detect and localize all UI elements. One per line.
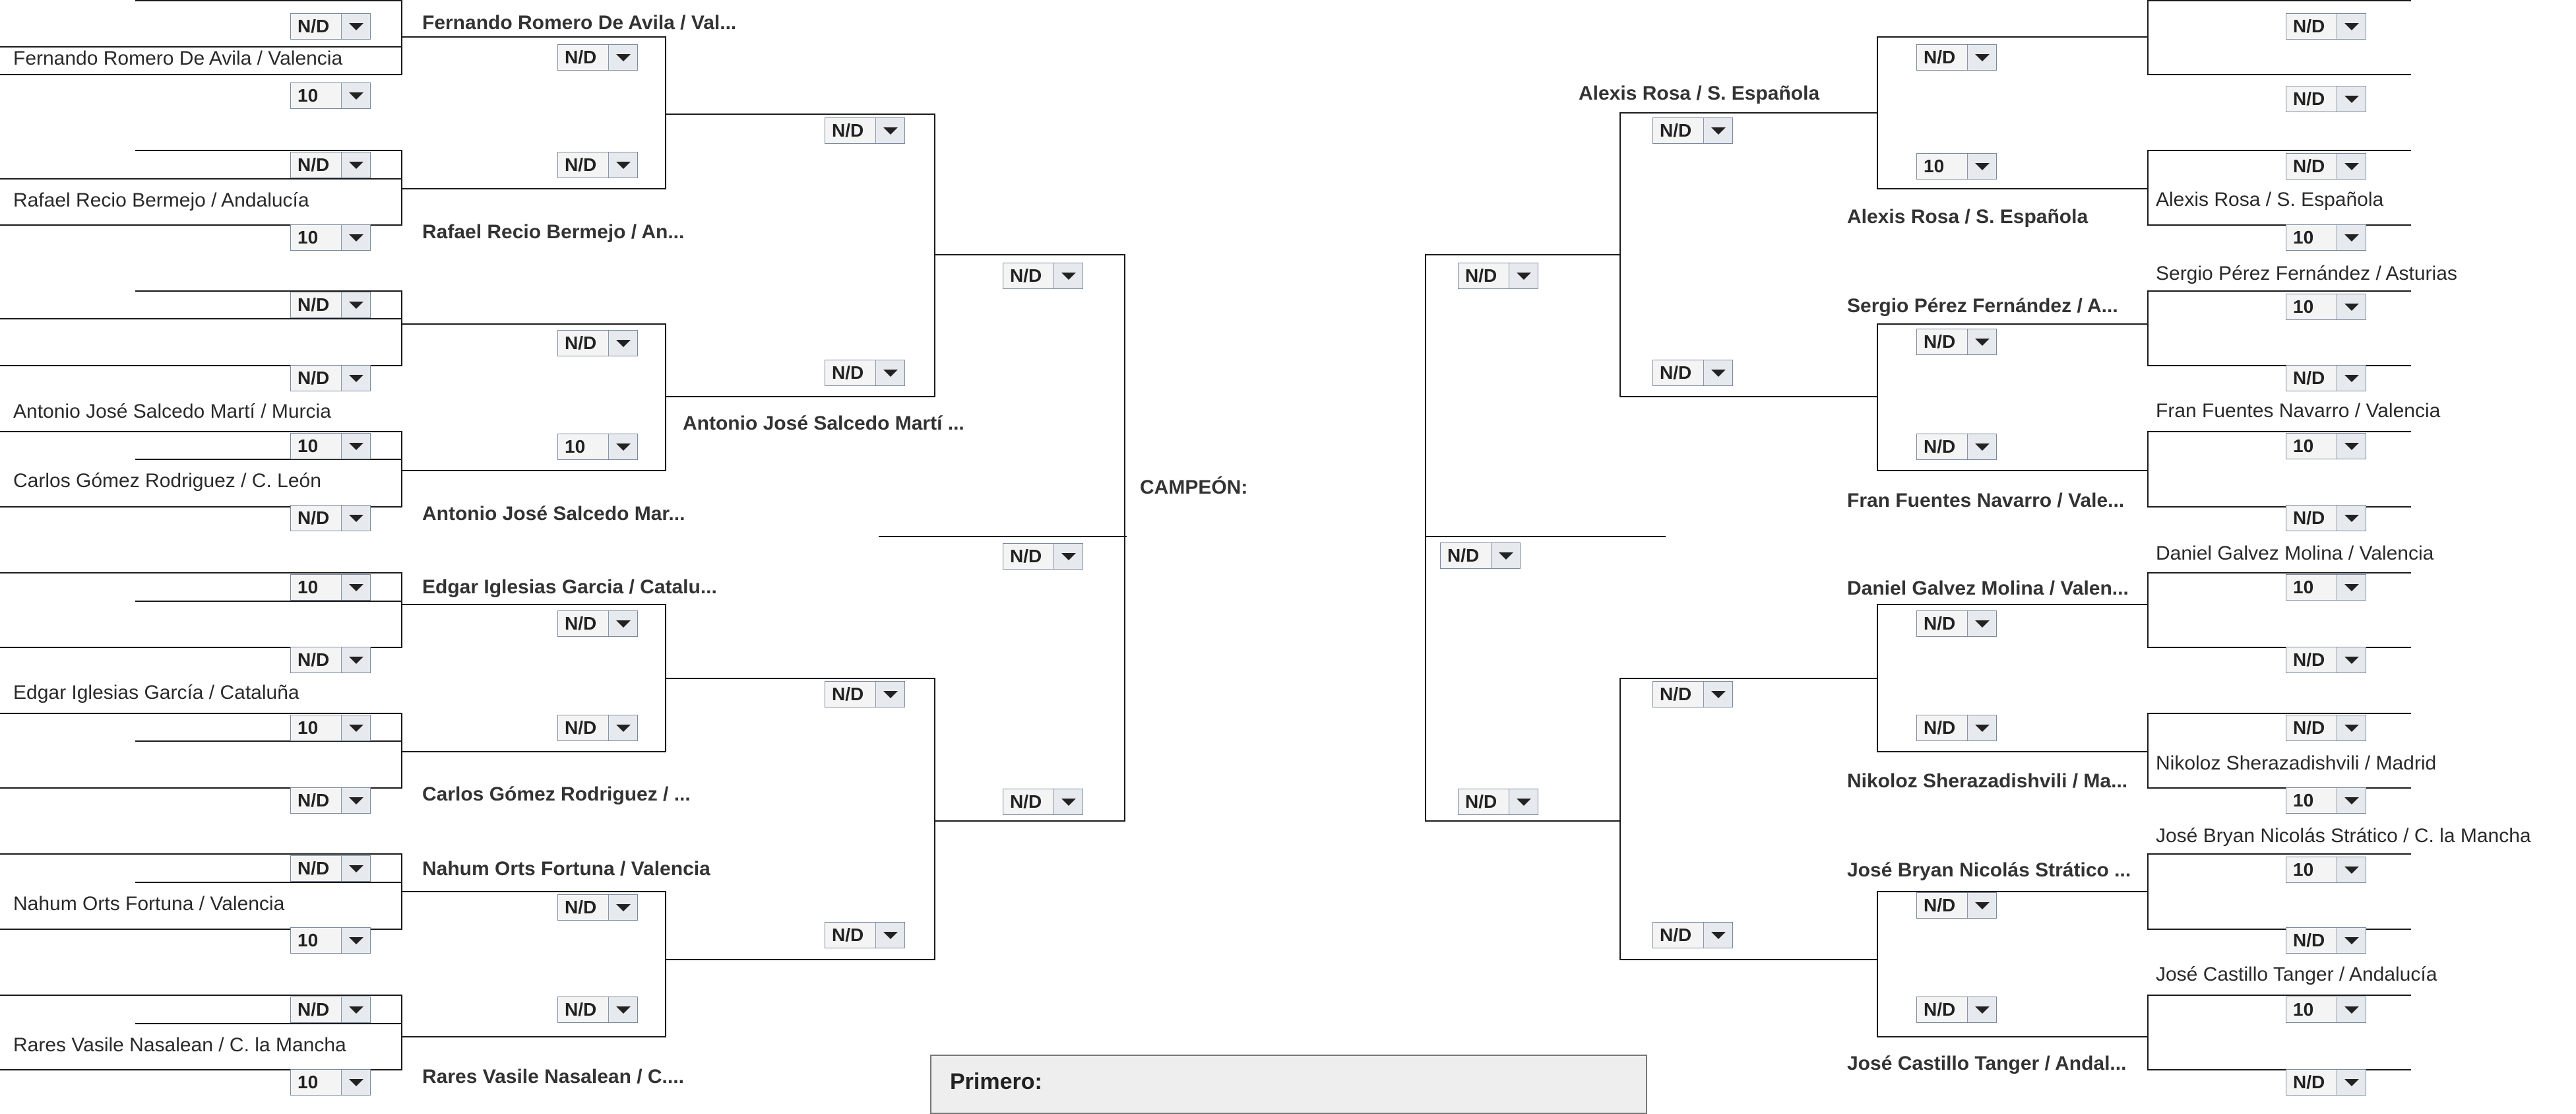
score-select[interactable]: [1916, 892, 1997, 919]
score-value: N/D: [2293, 156, 2325, 176]
bracket-line: [665, 891, 666, 1037]
winner-name: Antonio José Salcedo Martí ...: [683, 412, 964, 434]
score-select[interactable]: [2286, 997, 2366, 1023]
score-value: 10: [2293, 577, 2314, 597]
bracket-line: [2147, 787, 2411, 789]
bracket-line: [665, 959, 935, 960]
score-select[interactable]: [557, 894, 638, 921]
score-select[interactable]: [557, 715, 638, 741]
score-value: N/D: [1465, 791, 1497, 812]
bracket-line: [1877, 1036, 2149, 1037]
bracket-line: [2147, 572, 2149, 648]
score-select[interactable]: [2286, 224, 2366, 251]
bracket-line: [665, 114, 935, 115]
player-name: Rares Vasile Nasalean / C. la Mancha: [13, 1034, 346, 1056]
dropdown-arrow-icon: [341, 928, 370, 953]
score-select[interactable]: [825, 681, 905, 707]
dropdown-arrow-icon: [608, 997, 637, 1022]
dropdown-arrow-icon: [1703, 923, 1732, 948]
score-value: 10: [2293, 227, 2314, 247]
player-name: Carlos Gómez Rodriguez / C. León: [13, 470, 321, 492]
score-value: N/D: [1924, 895, 1956, 915]
score-value: N/D: [832, 684, 864, 704]
dropdown-arrow-icon: [341, 366, 370, 391]
score-value: 10: [2293, 999, 2314, 1020]
bracket-line: [402, 1036, 666, 1037]
score-value: N/D: [298, 16, 330, 36]
results-panel: [930, 1055, 1647, 1114]
dropdown-arrow-icon: [341, 152, 370, 178]
score-value: N/D: [1924, 436, 1956, 457]
score-select[interactable]: [825, 922, 905, 948]
bracket-line: [665, 323, 666, 471]
score-value: N/D: [1924, 999, 1956, 1020]
dropdown-arrow-icon: [2337, 715, 2366, 740]
dropdown-arrow-icon: [341, 997, 370, 1022]
dropdown-arrow-icon: [608, 715, 637, 740]
score-select[interactable]: [2286, 13, 2366, 40]
bracket-line: [1877, 751, 2149, 752]
score-select[interactable]: [290, 574, 371, 601]
score-value: N/D: [832, 120, 864, 141]
score-select[interactable]: [1458, 789, 1538, 815]
score-select[interactable]: [557, 997, 638, 1023]
dropdown-arrow-icon: [341, 788, 370, 813]
player-name: Rafael Recio Bermejo / Andalucía: [13, 189, 309, 211]
bracket-line: [2147, 74, 2411, 75]
winner-name: Edgar Iglesias Garcia / Catalu...: [422, 576, 717, 598]
dropdown-arrow-icon: [2337, 434, 2366, 459]
bracket-line: [2147, 150, 2411, 151]
dropdown-arrow-icon: [608, 611, 637, 636]
bracket-line: [402, 891, 666, 892]
score-select[interactable]: [2286, 857, 2366, 883]
dropdown-arrow-icon: [2337, 14, 2366, 39]
dropdown-arrow-icon: [2337, 225, 2366, 250]
player-name: Antonio José Salcedo Martí / Murcia: [13, 401, 331, 422]
score-select[interactable]: [1003, 263, 1083, 289]
score-select[interactable]: [2286, 927, 2366, 954]
score-select[interactable]: [290, 1069, 371, 1096]
score-value: N/D: [565, 154, 597, 175]
winner-name: Nahum Orts Fortuna / Valencia: [422, 858, 710, 880]
bracket-line: [879, 536, 1127, 537]
dropdown-arrow-icon: [341, 715, 370, 740]
dropdown-arrow-icon: [341, 434, 370, 459]
score-select[interactable]: [290, 292, 371, 318]
dropdown-arrow-icon: [1703, 360, 1732, 385]
score-select[interactable]: [1458, 263, 1538, 289]
score-select[interactable]: [2286, 153, 2366, 180]
score-select[interactable]: [1652, 117, 1733, 144]
dropdown-arrow-icon: [1967, 154, 1996, 179]
bracket-line: [665, 36, 666, 189]
dropdown-arrow-icon: [1053, 789, 1083, 814]
score-value: N/D: [298, 790, 330, 810]
score-select[interactable]: [1916, 44, 1997, 71]
score-value: N/D: [565, 897, 597, 917]
dropdown-arrow-icon: [2337, 154, 2366, 179]
bracket-line: [401, 431, 402, 507]
score-select[interactable]: [1652, 360, 1733, 386]
dropdown-arrow-icon: [1967, 715, 1996, 740]
player-name: Alexis Rosa / S. Española: [2156, 189, 2384, 211]
score-select[interactable]: [290, 855, 371, 882]
score-select[interactable]: [2286, 574, 2366, 601]
winner-name: Fran Fuentes Navarro / Vale...: [1847, 490, 2125, 511]
score-select[interactable]: [825, 117, 905, 144]
score-value: 10: [298, 930, 319, 950]
score-select[interactable]: [290, 997, 371, 1023]
bracket-line: [1619, 396, 1878, 397]
score-value: N/D: [298, 999, 330, 1020]
dropdown-arrow-icon: [1703, 682, 1732, 707]
bracket-line: [2147, 431, 2411, 432]
score-select[interactable]: [290, 433, 371, 459]
score-select[interactable]: [557, 610, 638, 637]
winner-name: Daniel Galvez Molina / Valen...: [1847, 577, 2129, 599]
champion-label: CAMPEÓN:: [1140, 476, 1248, 498]
winner-name: Rares Vasile Nasalean / C....: [422, 1066, 684, 1088]
dropdown-arrow-icon: [608, 45, 637, 70]
score-value: 10: [2293, 859, 2314, 880]
score-select[interactable]: [290, 787, 371, 814]
score-value: 10: [2293, 436, 2314, 456]
bracket-line: [0, 713, 402, 714]
winner-name: Alexis Rosa / S. Española: [1579, 82, 1820, 104]
winner-name: Carlos Gómez Rodriguez / ...: [422, 783, 691, 805]
score-value: 10: [2293, 790, 2314, 810]
dropdown-arrow-icon: [341, 1070, 370, 1095]
score-value: N/D: [2293, 930, 2325, 950]
score-value: N/D: [565, 999, 597, 1020]
score-select[interactable]: [1916, 715, 1997, 741]
dropdown-arrow-icon: [2337, 997, 2366, 1022]
winner-name: Alexis Rosa / S. Española: [1847, 206, 2089, 228]
score-select[interactable]: [2286, 86, 2366, 112]
bracket-line: [402, 323, 666, 325]
dropdown-arrow-icon: [1967, 997, 1996, 1022]
score-value: N/D: [298, 858, 330, 878]
bracket-line: [934, 114, 935, 397]
score-select[interactable]: [290, 505, 371, 531]
bracket-line: [2147, 365, 2411, 366]
bracket-line: [2147, 1069, 2411, 1070]
player-name: Nikoloz Sherazadishvili / Madrid: [2156, 752, 2437, 774]
score-value: N/D: [1010, 265, 1042, 286]
score-value: N/D: [2293, 1072, 2325, 1092]
bracket-line: [402, 604, 666, 605]
dropdown-arrow-icon: [875, 923, 904, 948]
bracket-line: [402, 751, 666, 752]
score-value: 10: [565, 436, 586, 457]
bracket-line: [1425, 254, 1621, 255]
score-value: N/D: [2293, 649, 2325, 670]
score-select[interactable]: [290, 365, 371, 391]
bracket-line: [665, 396, 935, 397]
dropdown-arrow-icon: [341, 647, 370, 672]
bracket-line: [1877, 604, 2149, 605]
score-value: N/D: [1924, 613, 1956, 634]
bracket-line: [934, 678, 935, 960]
dropdown-arrow-icon: [608, 434, 637, 459]
score-value: N/D: [565, 613, 597, 634]
bracket-line: [0, 178, 402, 180]
score-value: N/D: [2293, 88, 2325, 109]
dropdown-arrow-icon: [2337, 788, 2366, 813]
player-name: Fernando Romero De Avila / Valencia: [13, 48, 343, 69]
winner-name: Antonio José Salcedo Mar...: [422, 503, 685, 525]
winner-name: Nikoloz Sherazadishvili / Ma...: [1847, 770, 2128, 792]
bracket-line: [2147, 929, 2411, 930]
dropdown-arrow-icon: [875, 118, 904, 143]
score-value: N/D: [565, 717, 597, 738]
dropdown-arrow-icon: [2337, 506, 2366, 531]
dropdown-arrow-icon: [608, 331, 637, 356]
score-value: N/D: [1660, 362, 1692, 383]
dropdown-arrow-icon: [2337, 928, 2366, 953]
bracket-line: [2147, 0, 2411, 1]
score-value: N/D: [1660, 925, 1692, 945]
bracket-line: [1877, 891, 1878, 1037]
bracket-line: [934, 254, 1125, 255]
bracket-line: [2147, 853, 2411, 855]
bracket-line: [401, 995, 402, 1070]
bracket-line: [2147, 0, 2149, 75]
score-value: N/D: [298, 508, 330, 528]
score-value: N/D: [2293, 717, 2325, 738]
score-value: N/D: [1660, 120, 1692, 141]
dropdown-arrow-icon: [341, 225, 370, 250]
dropdown-arrow-icon: [341, 14, 370, 39]
score-select[interactable]: [290, 927, 371, 954]
dropdown-arrow-icon: [2337, 1070, 2366, 1095]
score-select[interactable]: [2286, 647, 2366, 673]
score-value: N/D: [1447, 545, 1480, 566]
dropdown-arrow-icon: [2337, 366, 2366, 391]
winner-name: Rafael Recio Bermejo / An...: [422, 221, 685, 243]
bracket-line: [2147, 995, 2149, 1070]
score-value: N/D: [2293, 368, 2325, 388]
score-value: N/D: [565, 333, 597, 353]
score-select[interactable]: [1440, 542, 1521, 569]
player-name: Daniel Galvez Molina / Valencia: [2156, 542, 2434, 564]
score-value: N/D: [1924, 331, 1956, 352]
score-select[interactable]: [1916, 329, 1997, 355]
score-select[interactable]: [2286, 365, 2366, 391]
bracket-line: [1619, 959, 1878, 960]
score-select[interactable]: [2286, 715, 2366, 741]
dropdown-arrow-icon: [1509, 789, 1538, 814]
score-select[interactable]: [557, 330, 638, 356]
dropdown-arrow-icon: [341, 575, 370, 600]
bracket-line: [1425, 820, 1621, 822]
bracket-line: [2147, 431, 2149, 508]
dropdown-arrow-icon: [1053, 263, 1083, 288]
bracket-line: [1425, 254, 1426, 822]
score-value: N/D: [565, 47, 597, 67]
dropdown-arrow-icon: [1967, 329, 1996, 354]
score-select[interactable]: [1652, 681, 1733, 707]
score-value: N/D: [298, 649, 330, 670]
bracket-line: [1877, 36, 2149, 38]
player-name: Fran Fuentes Navarro / Valencia: [2156, 400, 2441, 422]
bracket-line: [2147, 572, 2411, 573]
score-value: N/D: [298, 294, 330, 315]
dropdown-arrow-icon: [608, 152, 637, 178]
score-select[interactable]: [825, 360, 905, 386]
score-value: N/D: [832, 925, 864, 945]
dropdown-arrow-icon: [2337, 857, 2366, 882]
dropdown-arrow-icon: [1491, 543, 1520, 568]
score-value: N/D: [1660, 684, 1692, 704]
bracket-line: [1425, 536, 1666, 537]
score-select[interactable]: [290, 715, 371, 741]
score-select[interactable]: [1916, 997, 1997, 1023]
score-select[interactable]: [290, 82, 371, 109]
bracket-line: [402, 470, 666, 471]
bracket-line: [2147, 647, 2411, 648]
bracket-line: [0, 853, 402, 855]
bracket-line: [401, 290, 402, 366]
bracket-line: [2147, 506, 2411, 508]
score-select[interactable]: [2286, 505, 2366, 531]
dropdown-arrow-icon: [875, 682, 904, 707]
dropdown-arrow-icon: [1053, 544, 1083, 569]
bracket-line: [665, 678, 935, 679]
bracket-line: [1124, 254, 1125, 822]
score-value: N/D: [1924, 47, 1956, 67]
score-value: 10: [298, 85, 319, 106]
player-name: José Castillo Tanger / Andalucía: [2156, 964, 2437, 985]
score-value: N/D: [1010, 546, 1042, 566]
bracket-line: [135, 601, 402, 602]
bracket-line: [0, 572, 402, 573]
score-select[interactable]: [290, 152, 371, 178]
score-value: N/D: [1924, 717, 1956, 738]
bracket-line: [135, 882, 402, 883]
bracket-line: [0, 318, 402, 319]
bracket-line: [2147, 995, 2411, 996]
score-value: 10: [298, 577, 319, 597]
score-select[interactable]: [1916, 610, 1997, 637]
player-name: José Bryan Nicolás Strático / C. la Mancha: [2156, 825, 2531, 847]
score-value: 10: [2293, 296, 2314, 317]
dropdown-arrow-icon: [1967, 611, 1996, 636]
score-select[interactable]: [2286, 1069, 2366, 1096]
score-value: 10: [298, 1072, 319, 1092]
bracket-line: [0, 74, 402, 75]
bracket-line: [135, 0, 402, 1]
dropdown-arrow-icon: [1967, 45, 1996, 70]
bracket-line: [135, 1023, 402, 1024]
score-value: N/D: [298, 368, 330, 388]
score-value: N/D: [1465, 265, 1497, 286]
score-select[interactable]: [557, 434, 638, 460]
score-value: 10: [298, 227, 319, 247]
dropdown-arrow-icon: [341, 83, 370, 108]
dropdown-arrow-icon: [875, 360, 904, 385]
dropdown-arrow-icon: [1509, 263, 1538, 288]
dropdown-arrow-icon: [2337, 647, 2366, 672]
score-value: N/D: [832, 362, 864, 383]
dropdown-arrow-icon: [2337, 575, 2366, 600]
bracket-line: [1619, 112, 1878, 114]
dropdown-arrow-icon: [341, 292, 370, 317]
player-name: Nahum Orts Fortuna / Valencia: [13, 893, 285, 915]
dropdown-arrow-icon: [608, 895, 637, 920]
score-value: N/D: [1010, 791, 1042, 812]
score-select[interactable]: [290, 224, 371, 251]
bracket-line: [2147, 224, 2411, 226]
score-select[interactable]: [2286, 433, 2366, 459]
score-select[interactable]: [1003, 789, 1083, 815]
bracket-line: [1877, 188, 2149, 189]
bracket-line: [135, 150, 402, 151]
bracket-line: [2147, 290, 2149, 366]
bracket-line: [401, 572, 402, 648]
winner-name: José Bryan Nicolás Strático ...: [1847, 859, 2131, 881]
score-select[interactable]: [290, 647, 371, 673]
player-name: Edgar Iglesias García / Cataluña: [13, 682, 299, 704]
player-name: Sergio Pérez Fernández / Asturias: [2156, 263, 2457, 284]
bracket-line: [2147, 290, 2411, 292]
bracket-line: [402, 36, 666, 38]
bracket-line: [1877, 470, 2149, 471]
dropdown-arrow-icon: [1967, 893, 1996, 918]
score-select[interactable]: [1916, 434, 1997, 460]
bracket-line: [402, 188, 666, 189]
score-value: N/D: [298, 154, 330, 175]
score-select[interactable]: [290, 13, 371, 40]
score-select[interactable]: [1652, 922, 1733, 948]
dropdown-arrow-icon: [1703, 118, 1732, 143]
winner-name: Sergio Pérez Fernández / A...: [1847, 295, 2118, 317]
score-select[interactable]: [557, 152, 638, 178]
dropdown-arrow-icon: [2337, 294, 2366, 319]
dropdown-arrow-icon: [341, 506, 370, 531]
first-place-label: Primero:: [950, 1069, 1042, 1094]
score-value: N/D: [2293, 508, 2325, 528]
score-select[interactable]: [1916, 153, 1997, 180]
score-select[interactable]: [1003, 543, 1083, 570]
dropdown-arrow-icon: [341, 856, 370, 881]
bracket-line: [2147, 713, 2411, 714]
score-value: N/D: [2293, 16, 2325, 36]
winner-name: José Castillo Tanger / Andal...: [1847, 1053, 2127, 1074]
score-value: 10: [298, 436, 319, 456]
bracket-line: [0, 431, 402, 432]
score-select[interactable]: [2286, 294, 2366, 320]
score-value: 10: [298, 717, 319, 738]
bracket-line: [1877, 323, 2149, 325]
winner-name: Fernando Romero De Avila / Val...: [422, 12, 737, 34]
bracket-line: [1877, 323, 1878, 471]
bracket-line: [1619, 678, 1621, 960]
dropdown-arrow-icon: [2337, 86, 2366, 112]
score-select[interactable]: [557, 44, 638, 71]
bracket-line: [0, 995, 402, 996]
dropdown-arrow-icon: [1967, 434, 1996, 459]
score-value: 10: [1924, 156, 1945, 176]
bracket-line: [1619, 678, 1878, 679]
score-select[interactable]: [2286, 787, 2366, 814]
bracket-line: [934, 820, 1125, 822]
